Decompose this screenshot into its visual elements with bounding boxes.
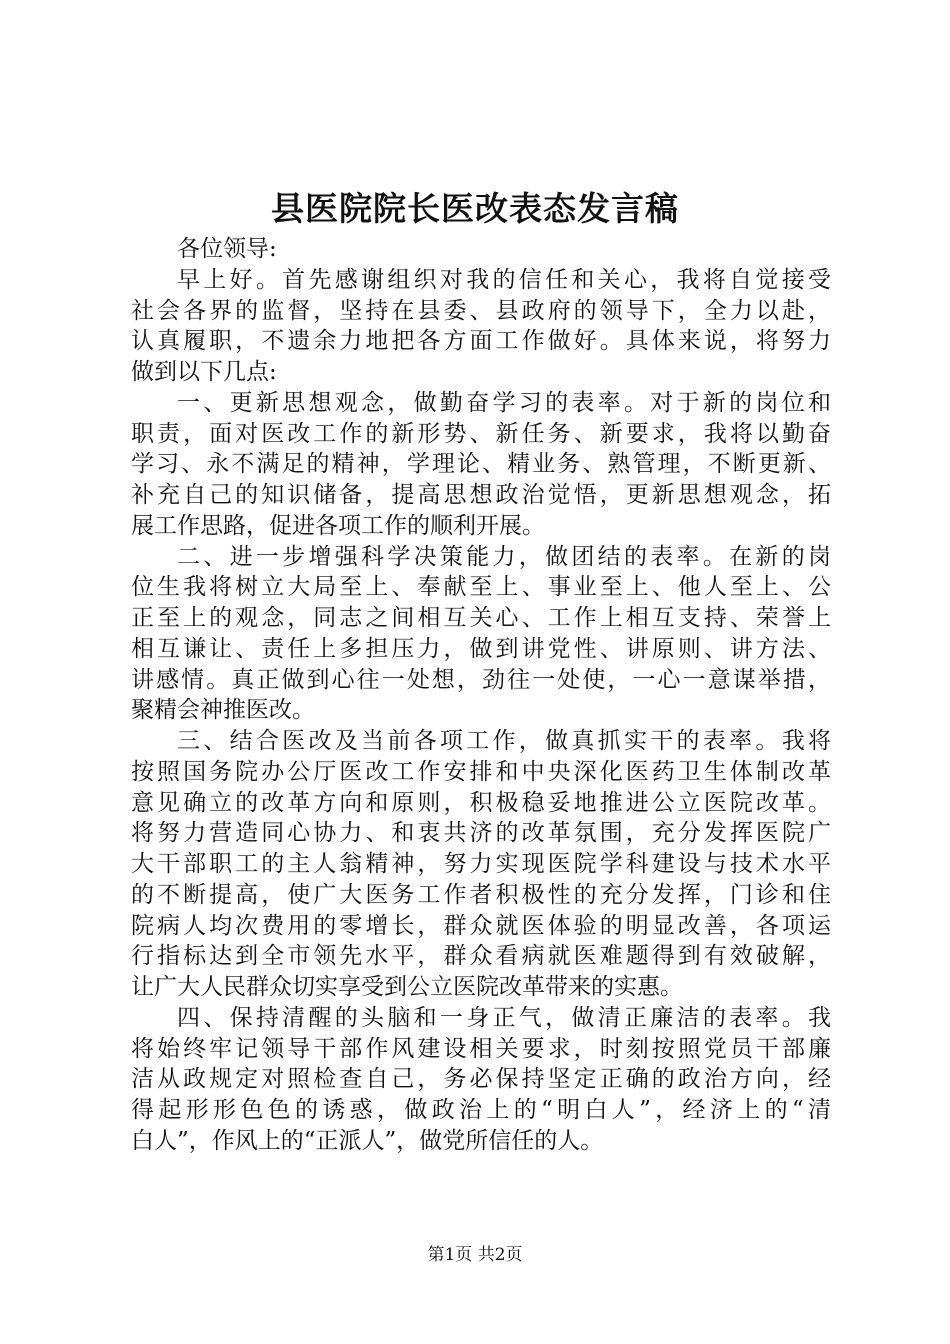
body-line: 认真履职，不遗余力地把各方面工作做好。具体来说，将努力	[131, 328, 831, 355]
body-line: 大干部职工的主人翁精神，努力实现医院学科建设与技术水平	[131, 851, 831, 877]
document-body	[131, 234, 831, 1157]
body-line: 意见确立的改革方向和原则，积极稳妥地推进公立医院改革。	[131, 789, 831, 816]
body-line: 聚精会神推医改。	[131, 697, 315, 724]
body-line: 正至上的观念，同志之间相互关心、工作上相互支持、荣誉上	[131, 605, 831, 631]
body-line: 白人”，作风上的“正派人”，做党所信任的人。	[131, 1127, 604, 1154]
body-line: 学习、永不满足的精神，学理论、精业务、熟管理，不断更新、	[131, 451, 831, 478]
body-line: 院病人均次费用的零增长，群众就医体验的明显改善，各项运	[131, 912, 831, 939]
page-footer: 第1页 共2页	[427, 1245, 523, 1265]
body-line: 按照国务院办公厅医改工作安排和中央深化医药卫生体制改革	[131, 758, 831, 785]
body-line: 社会各界的监督，坚持在县委、县政府的领导下，全力以赴，	[131, 297, 831, 324]
body-line: 将努力营造同心协力、和衷共济的改革氛围，充分发挥医院广	[131, 820, 831, 847]
body-line: 让广大人民群众切实享受到公立医院改革带来的实惠。	[131, 974, 683, 1000]
body-line: 讲感情。真正做到心往一处想，劲往一处使，一心一意谋举措，	[131, 666, 831, 693]
body-line: 补充自己的知识储备，提高思想政治觉悟，更新思想观念，拓	[131, 482, 831, 508]
body-line: 一、更新思想观念，做勤奋学习的表率。对于新的岗位和	[177, 389, 831, 416]
body-line: 位生我将树立大局至上、奉献至上、事业至上、他人至上、公	[131, 574, 831, 601]
body-line: 二、进一步增强科学决策能力，做团结的表率。在新的岗	[177, 543, 831, 570]
body-line: 四、保持清醒的头脑和一身正气，做清正廉洁的表率。我	[177, 1004, 831, 1031]
body-line: 做到以下几点:	[131, 359, 277, 385]
body-line: 各位领导:	[177, 236, 277, 262]
body-line: 早上好。首先感谢组织对我的信任和关心，我将自觉接受	[177, 266, 831, 293]
document-title: 县医院院长医改表态发言稿	[271, 189, 679, 228]
body-line: 洁从政规定对照检查自己，务必保持坚定正确的政治方向，经	[131, 1066, 831, 1093]
body-line: 职责，面对医改工作的新形势、新任务、新要求，我将以勤奋	[131, 420, 831, 447]
body-line: 相互谦让、责任上多担压力，做到讲党性、讲原则、讲方法、	[131, 635, 831, 662]
body-line: 将始终牢记领导干部作风建设相关要求，时刻按照党员干部廉	[131, 1035, 831, 1062]
body-line: 三、结合医改及当前各项工作，做真抓实干的表率。我将	[177, 728, 831, 754]
body-line: 行指标达到全市领先水平，群众看病就医难题得到有效破解，	[131, 943, 831, 970]
body-line: 得起形形色色的诱惑，做政治上的“明白人”，经济上的“清	[131, 1097, 831, 1123]
body-line: 展工作思路，促进各项工作的顺利开展。	[131, 512, 545, 539]
body-line: 的不断提高，使广大医务工作者积极性的充分发挥，门诊和住	[131, 881, 831, 908]
